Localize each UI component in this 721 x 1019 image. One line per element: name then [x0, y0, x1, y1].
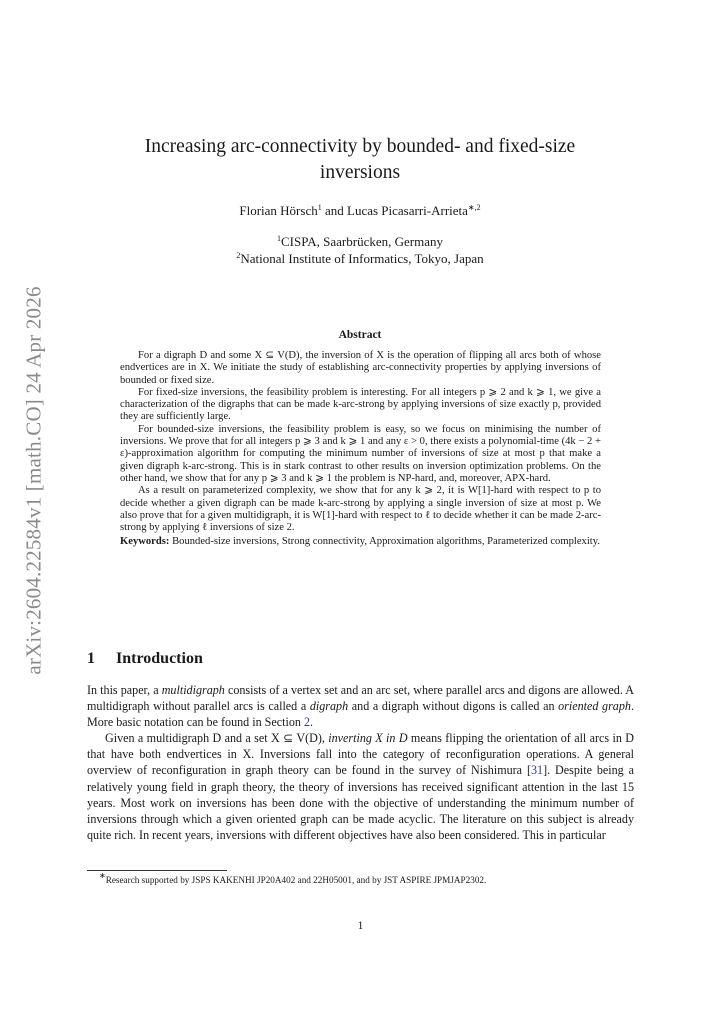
defined-term: digraph	[309, 699, 349, 714]
author-conjunction: and	[324, 203, 344, 218]
keywords-label: Keywords:	[120, 536, 170, 548]
introduction-text	[87, 682, 634, 843]
footnote	[87, 871, 634, 886]
paper-title: Increasing arc-connectivity by bounded- and fixed-size inversions	[144, 136, 576, 183]
arxiv-identifier	[14, 280, 54, 680]
footnote-mark: ∗	[99, 871, 106, 880]
text-run: and a digraph without digons is called an	[348, 699, 559, 714]
abstract-paragraph: For bounded-size inversions, the feasibility problem is easy, so we focus on minimising the number of inversions. We prove that for all integers p ⩾ 3 and k ⩾ 1 and any ε > 0, there exists a polynomial-time (4k − 2 + ε)-approximation algorithm for computing the minimum number of inversions of size at most p that make a given digraph k-arc-strong. This is in stark contrast to other results on inversion optimization problems. On the other hand, we show that for any p ⩾ 3 and k ⩾ 1 the problem is NP-hard, and, moreover, APX-hard.	[120, 423, 601, 484]
section-number: 1	[87, 650, 95, 667]
section-heading	[87, 650, 203, 668]
affiliation-text: CISPA, Saarbrücken, Germany	[281, 234, 443, 249]
affiliation-text: National Institute of Informatics, Tokyo, Japan	[240, 251, 484, 266]
body-paragraph	[87, 682, 634, 730]
author-affiliation-mark: ∗,2	[467, 203, 481, 212]
author-name: Florian Hörsch	[239, 203, 318, 218]
body-paragraph	[87, 730, 634, 843]
text-run: consists of a vertex set and an arc set, where parallel arcs and digons are allowed. A multidigraph without parallel arcs is called a	[87, 683, 635, 714]
keywords	[120, 536, 601, 548]
section-reference-link[interactable]: 2	[303, 715, 311, 730]
text-run: In this paper, a	[87, 683, 162, 697]
defined-term: multidigraph	[161, 683, 225, 697]
footnote-text: Research supported by JSPS KAKENHI JP20A402 and 22H05001, and by JST ASPIRE JPMJAP2302.	[105, 875, 487, 885]
abstract-body	[120, 350, 601, 549]
defined-term: oriented graph	[558, 699, 631, 714]
abstract-paragraph: For a digraph D and some X ⊆ V(D), the inversion of X is the operation of flipping all arcs both of whose endvertices are in X. We initiate the study of establishing arc-connectivity properties by applying inversions of bounded or fixed size.	[120, 350, 601, 386]
text-run: means flipping the orientation of all arcs in D that have both endvertices in X. Inversions fall into the category of reconfiguration operations. A general overview of reconfiguration in graph theory can be found in the survey of Nishimura [	[87, 731, 634, 778]
text-run: Given a multidigraph D and a set X ⊆ V(D),	[105, 731, 329, 746]
author-name: Lucas Picasarri-Arrieta	[347, 203, 468, 218]
text-run: .	[310, 715, 314, 730]
author-list	[110, 203, 610, 219]
page-number: 1	[357, 920, 364, 932]
affiliation-mark: 1	[277, 234, 281, 243]
keywords-text: Bounded-size inversions, Strong connectivity, Approximation algorithms, Parameterized complexity.	[172, 536, 600, 548]
affiliation-mark: 2	[236, 251, 241, 260]
defined-term: inverting X in D	[328, 731, 408, 746]
abstract-heading: Abstract	[338, 329, 382, 341]
section-title: Introduction	[116, 650, 203, 667]
arxiv-identifier-text: arXiv:2604.22584v1 [math.CO] 24 Apr 2026	[21, 285, 46, 675]
affiliation	[110, 234, 610, 250]
abstract-paragraph: For fixed-size inversions, the feasibility problem is interesting. For all integers p ⩾ 2 and k ⩾ 1, we give a characterization of the digraphs that can be made k-arc-strong by applying inversions of size exactly p, provided they are sufficiently large.	[120, 386, 601, 423]
affiliation	[110, 251, 610, 267]
abstract-paragraph: As a result on parameterized complexity, we show that for any k ⩾ 2, it is W[1]-hard with respect to p to decide whether a given digraph can be made k-arc-strong by applying a single inversion of size at most p. We also prove that for a given multidigraph, it is W[1]-hard with respect to ℓ to decide whether it can be made 2-arc-strong by applying ℓ inversions of size 2.	[120, 485, 601, 534]
author-affiliation-mark: 1	[317, 203, 322, 212]
citation-link[interactable]: 31	[530, 763, 544, 778]
text-run: ]. Despite being a relatively young field in graph theory, the theory of inversions has received significant attention in the last 15 years. Most work on inversions has been done with the objective of understanding the minimum number of inversions through which a given oriented graph can be made acyclic. The literature on this subject is already quite rich. In recent years, inversions with different objectives have also been considered. This in particular	[87, 763, 634, 842]
text-run: . More basic notation can be found in Section	[87, 699, 634, 730]
footnote-rule	[87, 870, 227, 871]
